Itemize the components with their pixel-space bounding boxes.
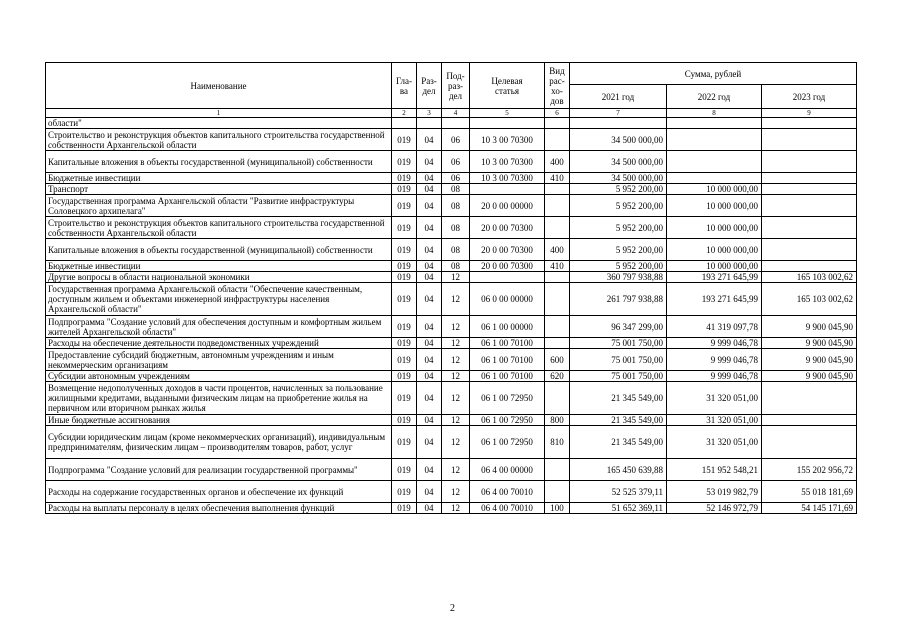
row-target-cell: 06 1 00 72950 [470,415,545,426]
row-vid-cell [545,459,570,481]
row-vid-cell: 410 [545,173,570,184]
row-sum-2023-cell [762,426,857,459]
row-sum-2023-cell [762,151,857,173]
column-number-cell: 2 [392,109,417,118]
row-name-cell: Транспорт [46,184,392,195]
column-number-cell: 4 [442,109,470,118]
column-number-cell: 6 [545,109,570,118]
row-vid-cell [545,129,570,151]
table-row [46,129,857,151]
row-podrazdel-cell: 08 [442,239,470,261]
row-sum-2021-cell: 34 500 000,00 [570,173,667,184]
row-sum-2021-cell: 5 952 200,00 [570,217,667,239]
row-sum-2021-cell: 5 952 200,00 [570,239,667,261]
row-razdel-cell: 04 [417,272,442,283]
column-number-cell: 3 [417,109,442,118]
row-sum-2023-cell: 9 900 045,90 [762,316,857,338]
row-podrazdel-cell [442,118,470,129]
row-sum-2021-cell: 52 525 379,11 [570,481,667,503]
column-number-cell: 5 [470,109,545,118]
row-sum-2022-cell: 10 000 000,00 [667,184,762,195]
row-name-cell: Возмещение недополученных доходов в части процентов, начисленных за пользование жилищными кредитами, выданными физическим лицам на приобретение жилья на первичном или вторичном рынках жилья [46,382,392,415]
row-name-cell: Государственная программа Архангельской области "Обеспечение качественным, доступным жильем и объектами инженерной инфраструктуры населения Архангельской области" [46,283,392,316]
row-razdel-cell: 04 [417,481,442,503]
row-razdel-cell: 04 [417,316,442,338]
row-podrazdel-cell: 06 [442,173,470,184]
row-glava-cell: 019 [392,129,417,151]
row-glava-cell: 019 [392,151,417,173]
row-glava-cell: 019 [392,173,417,184]
row-target-cell: 20 0 00 70300 [470,261,545,272]
row-podrazdel-cell: 12 [442,371,470,382]
row-razdel-cell: 04 [417,195,442,217]
column-numbers-row [46,109,857,118]
row-name-cell: Расходы на содержание государственных органов и обеспечение их функций [46,481,392,503]
row-target-cell: 10 3 00 70300 [470,173,545,184]
row-razdel-cell: 04 [417,283,442,316]
row-sum-2021-cell: 34 500 000,00 [570,151,667,173]
row-razdel-cell: 04 [417,415,442,426]
row-sum-2022-cell: 9 999 046,78 [667,371,762,382]
row-sum-2022-cell: 10 000 000,00 [667,239,762,261]
table-row [46,195,857,217]
row-razdel-cell: 04 [417,129,442,151]
header-year-2023: 2023 год [762,85,857,109]
row-sum-2023-cell [762,382,857,415]
row-glava-cell: 019 [392,503,417,514]
row-sum-2022-cell: 31 320 051,00 [667,426,762,459]
row-glava-cell: 019 [392,459,417,481]
row-target-cell: 06 1 00 70100 [470,349,545,371]
row-podrazdel-cell: 12 [442,503,470,514]
column-number-cell: 7 [570,109,667,118]
row-sum-2023-cell [762,415,857,426]
row-razdel-cell: 04 [417,426,442,459]
row-sum-2023-cell: 9 900 045,90 [762,349,857,371]
row-target-cell: 06 1 00 72950 [470,382,545,415]
row-podrazdel-cell: 08 [442,217,470,239]
row-target-cell: 06 1 00 70100 [470,338,545,349]
row-razdel-cell: 04 [417,371,442,382]
row-target-cell [470,184,545,195]
row-vid-cell: 100 [545,503,570,514]
row-name-cell: Субсидии юридическим лицам (кроме некоммерческих организаций), индивидуальным предпринимателям, физическим лицам – производителям товаров, работ, услуг [46,426,392,459]
table-row [46,261,857,272]
row-sum-2023-cell: 54 145 171,69 [762,503,857,514]
row-sum-2021-cell: 5 952 200,00 [570,184,667,195]
row-target-cell: 20 0 00 00000 [470,195,545,217]
row-glava-cell: 019 [392,283,417,316]
table-row [46,316,857,338]
table-row [46,217,857,239]
row-glava-cell: 019 [392,426,417,459]
row-sum-2023-cell: 9 900 045,90 [762,338,857,349]
header-vid: Вид рас- хо- дов [545,63,570,109]
row-vid-cell: 800 [545,415,570,426]
row-podrazdel-cell: 12 [442,338,470,349]
column-number-cell: 9 [762,109,857,118]
row-glava-cell [392,118,417,129]
table-row [46,459,857,481]
row-glava-cell: 019 [392,415,417,426]
row-vid-cell: 410 [545,261,570,272]
row-target-cell: 06 4 00 70010 [470,481,545,503]
row-target-cell: 06 1 00 70100 [470,371,545,382]
row-glava-cell: 019 [392,481,417,503]
table-row [46,283,857,316]
row-sum-2023-cell: 165 103 002,62 [762,283,857,316]
table-row [46,272,857,283]
budget-table [45,62,857,514]
row-target-cell: 06 1 00 72950 [470,426,545,459]
row-glava-cell: 019 [392,184,417,195]
header-glava: Гла- ва [392,63,417,109]
row-podrazdel-cell: 12 [442,382,470,415]
row-name-cell: Бюджетные инвестиции [46,173,392,184]
header-podrazdel: Под- раз- дел [442,63,470,109]
row-sum-2021-cell: 21 345 549,00 [570,382,667,415]
row-sum-2022-cell: 53 019 982,79 [667,481,762,503]
row-sum-2022-cell: 9 999 046,78 [667,349,762,371]
row-sum-2023-cell: 55 018 181,69 [762,481,857,503]
row-vid-cell [545,195,570,217]
table-row [46,338,857,349]
page-number: 2 [450,603,455,614]
table-row [46,184,857,195]
row-sum-2022-cell: 41 319 097,78 [667,316,762,338]
row-target-cell: 20 0 00 70300 [470,239,545,261]
row-name-cell: Капитальные вложения в объекты государственной (муниципальной) собственности [46,151,392,173]
row-razdel-cell: 04 [417,349,442,371]
row-sum-2021-cell: 75 001 750,00 [570,371,667,382]
row-name-cell: Расходы на обеспечение деятельности подведомственных учреждений [46,338,392,349]
table-row [46,173,857,184]
table-row [46,349,857,371]
row-glava-cell: 019 [392,272,417,283]
row-name-cell: Субсидии автономным учреждениям [46,371,392,382]
row-razdel-cell: 04 [417,382,442,415]
table-row [46,415,857,426]
header-target: Целевая статья [470,63,545,109]
row-name-cell: Расходы на выплаты персоналу в целях обеспечения выполнения функций [46,503,392,514]
row-vid-cell [545,118,570,129]
row-sum-2022-cell: 193 271 645,99 [667,272,762,283]
row-target-cell: 06 1 00 00000 [470,316,545,338]
row-sum-2022-cell: 10 000 000,00 [667,217,762,239]
table-row [46,426,857,459]
row-name-cell: Подпрограмма "Создание условий для обеспечения доступным и комфортным жильем жителей Архангельской области" [46,316,392,338]
row-glava-cell: 019 [392,261,417,272]
row-glava-cell: 019 [392,371,417,382]
row-sum-2023-cell [762,129,857,151]
row-vid-cell [545,184,570,195]
row-sum-2021-cell: 75 001 750,00 [570,349,667,371]
header-name: Наименование [46,63,392,109]
row-sum-2022-cell: 9 999 046,78 [667,338,762,349]
row-glava-cell: 019 [392,217,417,239]
row-sum-2021-cell: 261 797 938,88 [570,283,667,316]
header-year-2022: 2022 год [667,85,762,109]
row-name-cell: Предоставление субсидий бюджетным, автономным учреждениям и иным некоммерческим организациям [46,349,392,371]
row-sum-2022-cell: 10 000 000,00 [667,195,762,217]
row-razdel-cell: 04 [417,151,442,173]
row-name-cell: Капитальные вложения в объекты государственной (муниципальной) собственности [46,239,392,261]
row-vid-cell: 620 [545,371,570,382]
table-row [46,371,857,382]
row-name-cell: Иные бюджетные ассигнования [46,415,392,426]
row-sum-2022-cell: 10 000 000,00 [667,261,762,272]
row-razdel-cell: 04 [417,239,442,261]
row-sum-2023-cell [762,261,857,272]
row-sum-2022-cell: 193 271 645,99 [667,283,762,316]
row-glava-cell: 019 [392,349,417,371]
row-razdel-cell: 04 [417,261,442,272]
header-sum: Сумма, рублей [570,63,857,85]
row-sum-2021-cell: 21 345 549,00 [570,415,667,426]
row-sum-2023-cell: 155 202 956,72 [762,459,857,481]
row-name-cell: Подпрограмма "Создание условий для реализации государственной программы" [46,459,392,481]
row-sum-2022-cell [667,129,762,151]
row-razdel-cell: 04 [417,184,442,195]
row-sum-2022-cell [667,118,762,129]
row-razdel-cell: 04 [417,338,442,349]
row-target-cell: 06 4 00 70010 [470,503,545,514]
row-name-cell: Другие вопросы в области национальной экономики [46,272,392,283]
row-sum-2021-cell: 75 001 750,00 [570,338,667,349]
row-sum-2023-cell [762,118,857,129]
row-sum-2023-cell [762,217,857,239]
row-razdel-cell: 04 [417,459,442,481]
row-razdel-cell: 04 [417,503,442,514]
row-vid-cell [545,338,570,349]
row-target-cell: 06 4 00 00000 [470,459,545,481]
row-sum-2022-cell: 31 320 051,00 [667,382,762,415]
header-razdel: Раз- дел [417,63,442,109]
row-podrazdel-cell: 12 [442,415,470,426]
row-sum-2022-cell: 52 146 972,79 [667,503,762,514]
row-sum-2021-cell: 5 952 200,00 [570,261,667,272]
row-sum-2023-cell [762,184,857,195]
column-number-cell: 1 [46,109,392,118]
row-sum-2021-cell: 51 652 369,11 [570,503,667,514]
row-vid-cell [545,481,570,503]
row-glava-cell: 019 [392,239,417,261]
row-vid-cell [545,382,570,415]
row-sum-2022-cell: 151 952 548,21 [667,459,762,481]
row-name-cell: области" [46,118,392,129]
row-name-cell: Государственная программа Архангельской области "Развитие инфраструктуры Соловецкого архипелага" [46,195,392,217]
table-row [46,503,857,514]
row-sum-2021-cell [570,118,667,129]
row-sum-2022-cell [667,151,762,173]
row-podrazdel-cell: 12 [442,349,470,371]
row-vid-cell: 400 [545,151,570,173]
row-target-cell [470,118,545,129]
row-razdel-cell: 04 [417,173,442,184]
row-glava-cell: 019 [392,338,417,349]
row-sum-2021-cell: 5 952 200,00 [570,195,667,217]
row-target-cell: 06 0 00 00000 [470,283,545,316]
row-vid-cell: 400 [545,239,570,261]
row-podrazdel-cell: 08 [442,195,470,217]
row-glava-cell: 019 [392,316,417,338]
row-podrazdel-cell: 12 [442,426,470,459]
row-vid-cell: 810 [545,426,570,459]
row-target-cell: 10 3 00 70300 [470,151,545,173]
row-vid-cell [545,316,570,338]
table-row [46,481,857,503]
row-podrazdel-cell: 12 [442,283,470,316]
row-target-cell [470,272,545,283]
row-vid-cell [545,283,570,316]
row-name-cell: Бюджетные инвестиции [46,261,392,272]
table-row [46,382,857,415]
table-row [46,239,857,261]
row-podrazdel-cell: 12 [442,316,470,338]
row-sum-2022-cell [667,173,762,184]
row-sum-2023-cell [762,173,857,184]
row-sum-2023-cell: 9 900 045,90 [762,371,857,382]
row-podrazdel-cell: 12 [442,481,470,503]
row-podrazdel-cell: 12 [442,459,470,481]
row-sum-2021-cell: 34 500 000,00 [570,129,667,151]
row-razdel-cell: 04 [417,217,442,239]
row-podrazdel-cell: 08 [442,261,470,272]
row-target-cell: 10 3 00 70300 [470,129,545,151]
row-sum-2023-cell [762,195,857,217]
budget-table-container [45,62,856,514]
row-razdel-cell [417,118,442,129]
column-number-cell: 8 [667,109,762,118]
row-sum-2022-cell: 31 320 051,00 [667,415,762,426]
row-vid-cell [545,217,570,239]
row-podrazdel-cell: 06 [442,129,470,151]
row-vid-cell: 600 [545,349,570,371]
row-name-cell: Строительство и реконструкция объектов капитального строительства государственной собственности Архангельской области [46,217,392,239]
row-name-cell: Строительство и реконструкция объектов капитального строительства государственной собственности Архангельской области [46,129,392,151]
row-vid-cell [545,272,570,283]
row-sum-2021-cell: 21 345 549,00 [570,426,667,459]
row-podrazdel-cell: 06 [442,151,470,173]
table-row [46,118,857,129]
row-sum-2023-cell: 165 103 002,62 [762,272,857,283]
row-podrazdel-cell: 08 [442,184,470,195]
row-target-cell: 20 0 00 70300 [470,217,545,239]
row-glava-cell: 019 [392,195,417,217]
row-podrazdel-cell: 12 [442,272,470,283]
row-glava-cell: 019 [392,382,417,415]
row-sum-2023-cell [762,239,857,261]
table-row [46,151,857,173]
row-sum-2021-cell: 96 347 299,00 [570,316,667,338]
row-sum-2021-cell: 165 450 639,88 [570,459,667,481]
row-sum-2021-cell: 360 797 938,88 [570,272,667,283]
table-body [46,118,857,514]
header-year-2021: 2021 год [570,85,667,109]
